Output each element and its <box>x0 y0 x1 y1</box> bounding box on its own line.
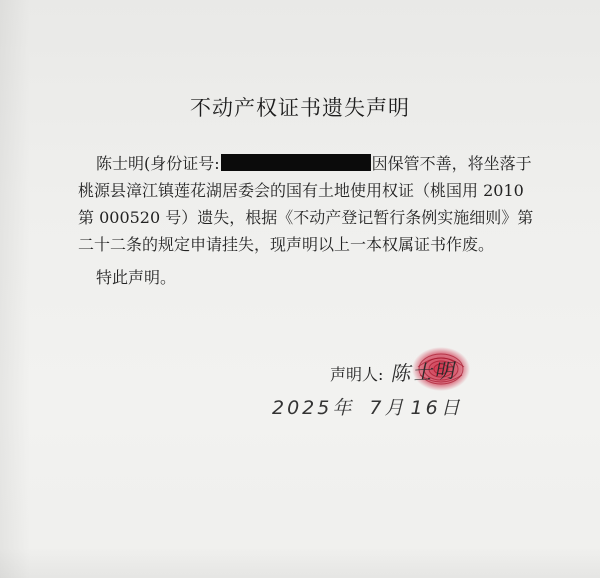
statement-paragraph <box>78 150 538 258</box>
declarant-label: 声明人: <box>330 365 384 384</box>
date-month-char: 月 <box>384 397 407 419</box>
date-year: 2025 <box>272 397 333 419</box>
statement-body <box>78 150 538 291</box>
handwritten-signature: 陈士明 <box>389 358 457 386</box>
shadow-bottom <box>0 548 600 578</box>
date-month: 7 <box>369 397 385 419</box>
redacted-id-number <box>221 154 371 171</box>
date-day: 16 <box>410 397 441 419</box>
declarant-name-id-lead: 陈士明(身份证号: <box>96 154 220 173</box>
document-title: 不动产权证书遗失声明 <box>190 96 410 120</box>
statement-main-text: 因保管不善，将坐落于桃源县漳江镇莲花湖居委会的国有土地使用权证（桃国用 2010 第 000520 号）遗失，根据《不动产登记暂行条例实施细则》第二十二条的规定申请挂失，现声明以上一本权属证书作废。 <box>78 154 534 254</box>
date-day-char: 日 <box>440 397 463 419</box>
handwritten-date <box>272 393 463 420</box>
shadow-left <box>0 0 30 578</box>
closing-sentence: 特此声明。 <box>96 268 177 287</box>
date-year-char: 年 <box>332 397 355 419</box>
